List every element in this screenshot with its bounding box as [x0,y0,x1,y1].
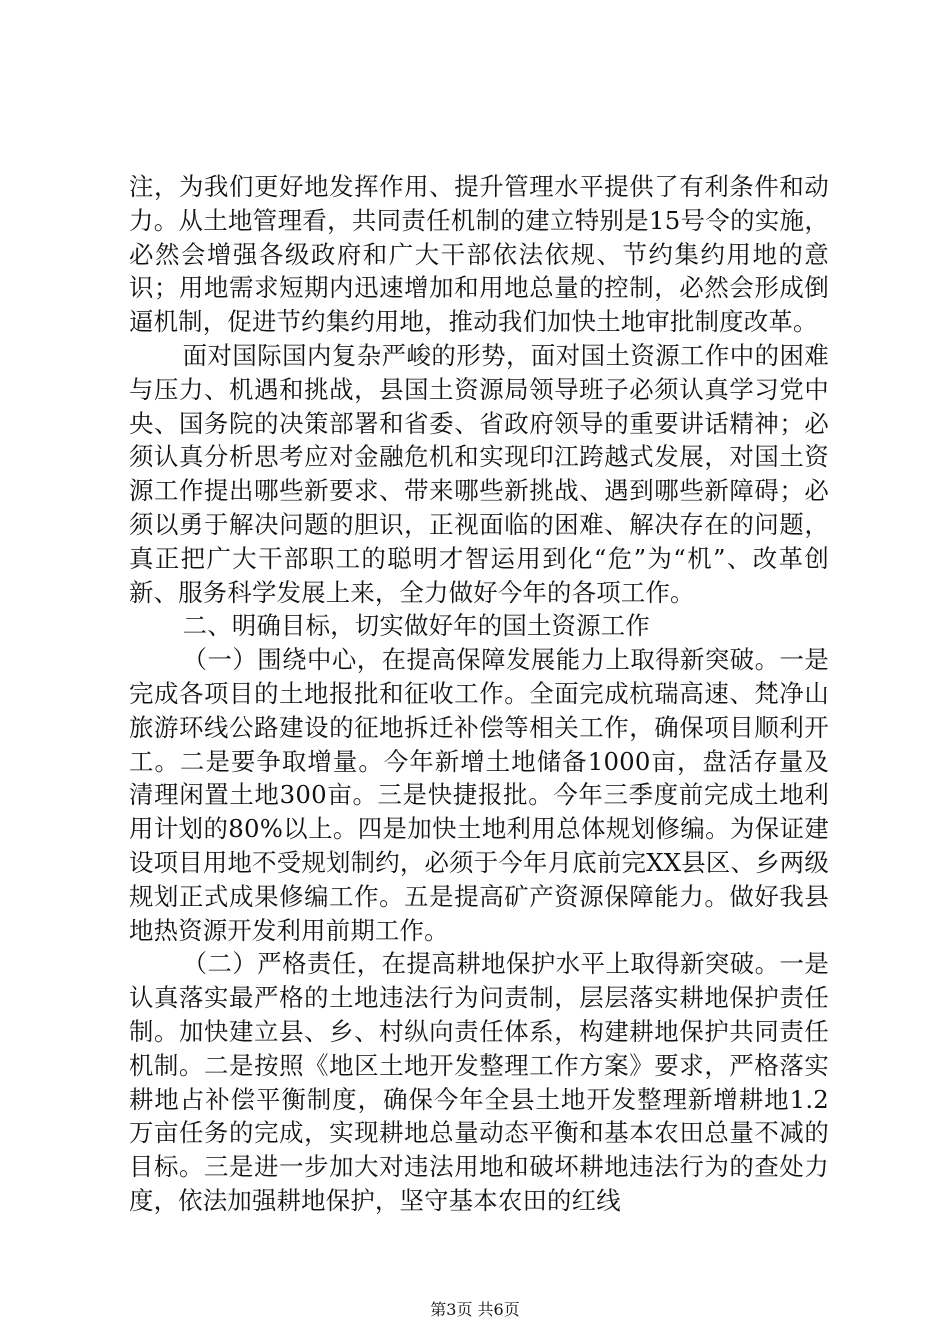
paragraph-situation: 面对国际国内复杂严峻的形势，面对国土资源工作中的困难与压力、机遇和挑战，县国土资源局领导班子必须认真学习党中央、国务院的决策部署和省委、省政府领导的重要讲话精神；必须认真分析思考应对金融危机和实现印江跨越式发展，对国土资源工作提出哪些新要求、带来哪些新挑战、遇到哪些新障碍；必须以勇于解决问题的胆识，正视面临的困难、解决存在的问题，真正把广大干部职工的聪明才智运用到化“危”为“机”、改革创新、服务科学发展上来，全力做好今年的各项工作。 [129,340,829,607]
page-number-footer: 第3页 共6页 [430,1300,520,1319]
document-body [129,170,829,1218]
paragraph-item-2: （二）严格责任，在提高耕地保护水平上取得新突破。一是认真落实最严格的土地违法行为问责制，层层落实耕地保护责任制。加快建立县、乡、村纵向责任体系，构建耕地保护共同责任机制。二是按照《地区土地开发整理工作方案》要求，严格落实耕地占补偿平衡制度，确保今年全县土地开发整理新增耕地1.2万亩任务的完成，实现耕地总量动态平衡和基本农田总量不减的目标。三是进一步加大对违法用地和破坏耕地违法行为的查处力度，依法加强耕地保护，坚守基本农田的红线 [129,949,829,1215]
paragraph-continuation: 注，为我们更好地发挥作用、提升管理水平提供了有利条件和动力。从土地管理看，共同责任机制的建立特别是15号令的实施，必然会增强各级政府和广大干部依法依规、节约集约用地的意识；用地需求短期内迅速增加和用地总量的控制，必然会形成倒逼机制，促进节约集约用地，推动我们加快土地审批制度改革。 [129,172,829,337]
paragraph-item-1: （一）围绕中心，在提高保障发展能力上取得新突破。一是完成各项目的土地报批和征收工作。全面完成杭瑞高速、梵净山旅游环线公路建设的征地拆迁补偿等相关工作，确保项目顺利开工。二是要争取增量。今年新增土地储备1000亩，盘活存量及清理闲置土地300亩。三是快捷报批。今年三季度前完成土地利用计划的80%以上。四是加快土地利用总体规划修编。为保证建设项目用地不受规划制约，必须于今年月底前完XX县区、乡两级规划正式成果修编工作。五是提高矿产资源保障能力。做好我县地热资源开发利用前期工作。 [129,645,829,945]
section-heading: 二、明确目标，切实做好年的国土资源工作 [182,611,650,641]
